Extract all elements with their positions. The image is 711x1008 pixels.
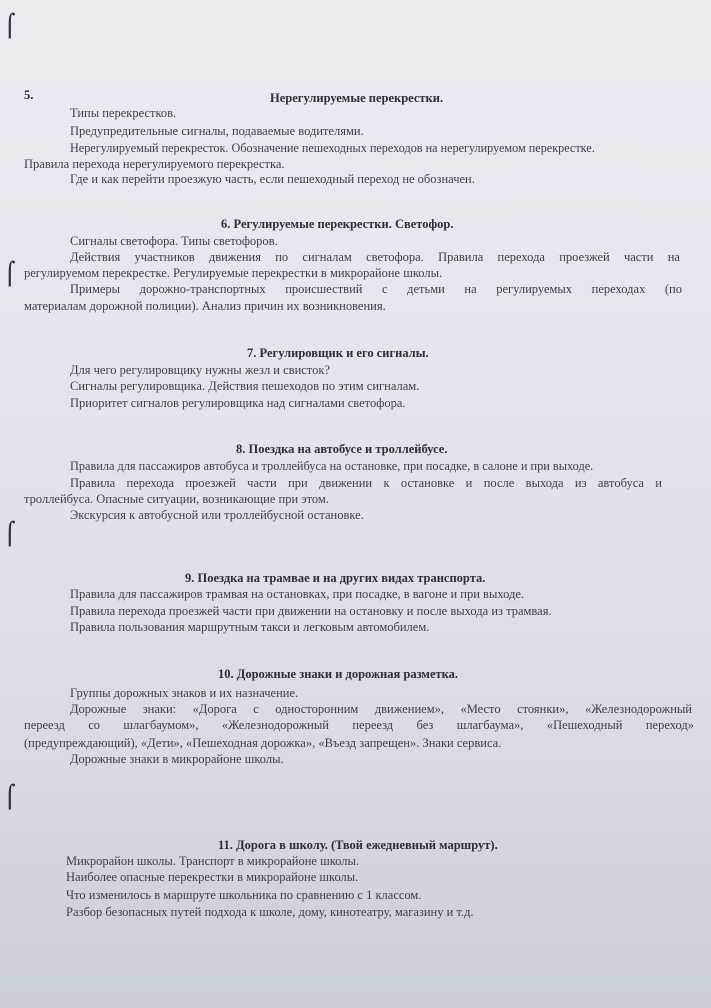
paragraph-line: (предупреждающий), «Дети», «Пешеходная дорожка», «Въезд запрещен». Знаки сервиса. <box>24 736 502 750</box>
binder-mark: ⌠ <box>4 262 16 287</box>
section-title: 8. Поездка на автобусе и троллейбусе. <box>236 442 448 456</box>
paragraph-line: Дорожные знаки в микрорайоне школы. <box>70 752 284 766</box>
section-title: 7. Регулировщик и его сигналы. <box>247 346 429 360</box>
paragraph-line: Сигналы регулировщика. Действия пешеходов по этим сигналам. <box>70 379 420 393</box>
paragraph-line: Правила перехода проезжей части при движении на остановку и после выхода из трамвая. <box>70 604 552 618</box>
paragraph-line: Правила для пассажиров автобуса и троллейбуса на остановке, при посадке, в салоне и при выходе. <box>70 459 594 473</box>
paragraph-line: материалам дорожной полиции). Анализ причин их возникновения. <box>24 299 386 313</box>
paragraph-line: Действия участников движения по сигналам светофора. Правила перехода проезжей части на <box>70 250 680 264</box>
paragraph-line: Правила перехода нерегулируемого перекрестка. <box>24 157 285 171</box>
paragraph-line: Нерегулируемый перекресток. Обозначение пешеходных переходов на нерегулируемом перекрестке. <box>70 141 595 155</box>
paragraph-line: Сигналы светофора. Типы светофоров. <box>70 234 278 248</box>
paragraph-line: Что изменилось в маршруте школьника по сравнению с 1 классом. <box>66 888 422 902</box>
section-number: 5. <box>24 88 34 102</box>
section-title: 6. Регулируемые перекрестки. Светофор. <box>221 217 454 231</box>
paragraph-line: Где и как перейти проезжую часть, если пешеходный переход не обозначен. <box>70 172 475 186</box>
section-title: 10. Дорожные знаки и дорожная разметка. <box>218 667 459 681</box>
paragraph-line: Типы перекрестков. <box>70 106 177 120</box>
paragraph-line: переезд со шлагбаумом», «Железнодорожный переезд без шлагбаума», «Пешеходный переход» <box>24 718 694 732</box>
paragraph-line: Для чего регулировщику нужны жезл и свисток? <box>70 363 330 377</box>
paragraph-line: Правила перехода проезжей части при движении к остановке и после выхода из автобуса и <box>70 476 662 490</box>
paragraph-line: Примеры дорожно-транспортных происшествий с детьми на регулируемых переходах (по <box>70 282 682 296</box>
paragraph-line: Наиболее опасные перекрестки в микрорайоне школы. <box>66 870 359 884</box>
paragraph-line: Предупредительные сигналы, подаваемые водителями. <box>70 124 364 138</box>
paragraph-line: Правила для пассажиров трамвая на остановках, при посадке, в вагоне и при выходе. <box>70 587 525 601</box>
paragraph-line: Дорожные знаки: «Дорога с односторонним движением», «Место стоянки», «Железнодорожный <box>70 702 692 716</box>
paragraph-line: Микрорайон школы. Транспорт в микрорайоне школы. <box>66 854 359 868</box>
paragraph-line: регулируемом перекрестке. Регулируемые перекрестки в микрорайоне школы. <box>24 266 443 280</box>
paragraph-line: Группы дорожных знаков и их назначение. <box>70 686 299 700</box>
binder-mark: ⌠ <box>4 785 16 810</box>
paragraph-line: Экскурсия к автобусной или троллейбусной остановке. <box>70 508 364 522</box>
paragraph-line: Правила пользования маршрутным такси и легковым автомобилем. <box>70 620 430 634</box>
section-title: Нерегулируемые перекрестки. <box>270 91 444 105</box>
paragraph-line: троллейбуса. Опасные ситуации, возникающие при этом. <box>24 492 329 506</box>
binder-mark: ⌠ <box>4 14 16 39</box>
paragraph-line: Разбор безопасных путей подхода к школе, дому, кинотеатру, магазину и т.д. <box>66 905 474 919</box>
section-title: 9. Поездка на трамвае и на других видах транспорта. <box>185 571 486 585</box>
binder-mark: ⌠ <box>4 522 16 547</box>
paragraph-line: Приоритет сигналов регулировщика над сигналами светофора. <box>70 396 406 410</box>
section-title: 11. Дорога в школу. (Твой ежедневный маршрут). <box>218 838 498 852</box>
